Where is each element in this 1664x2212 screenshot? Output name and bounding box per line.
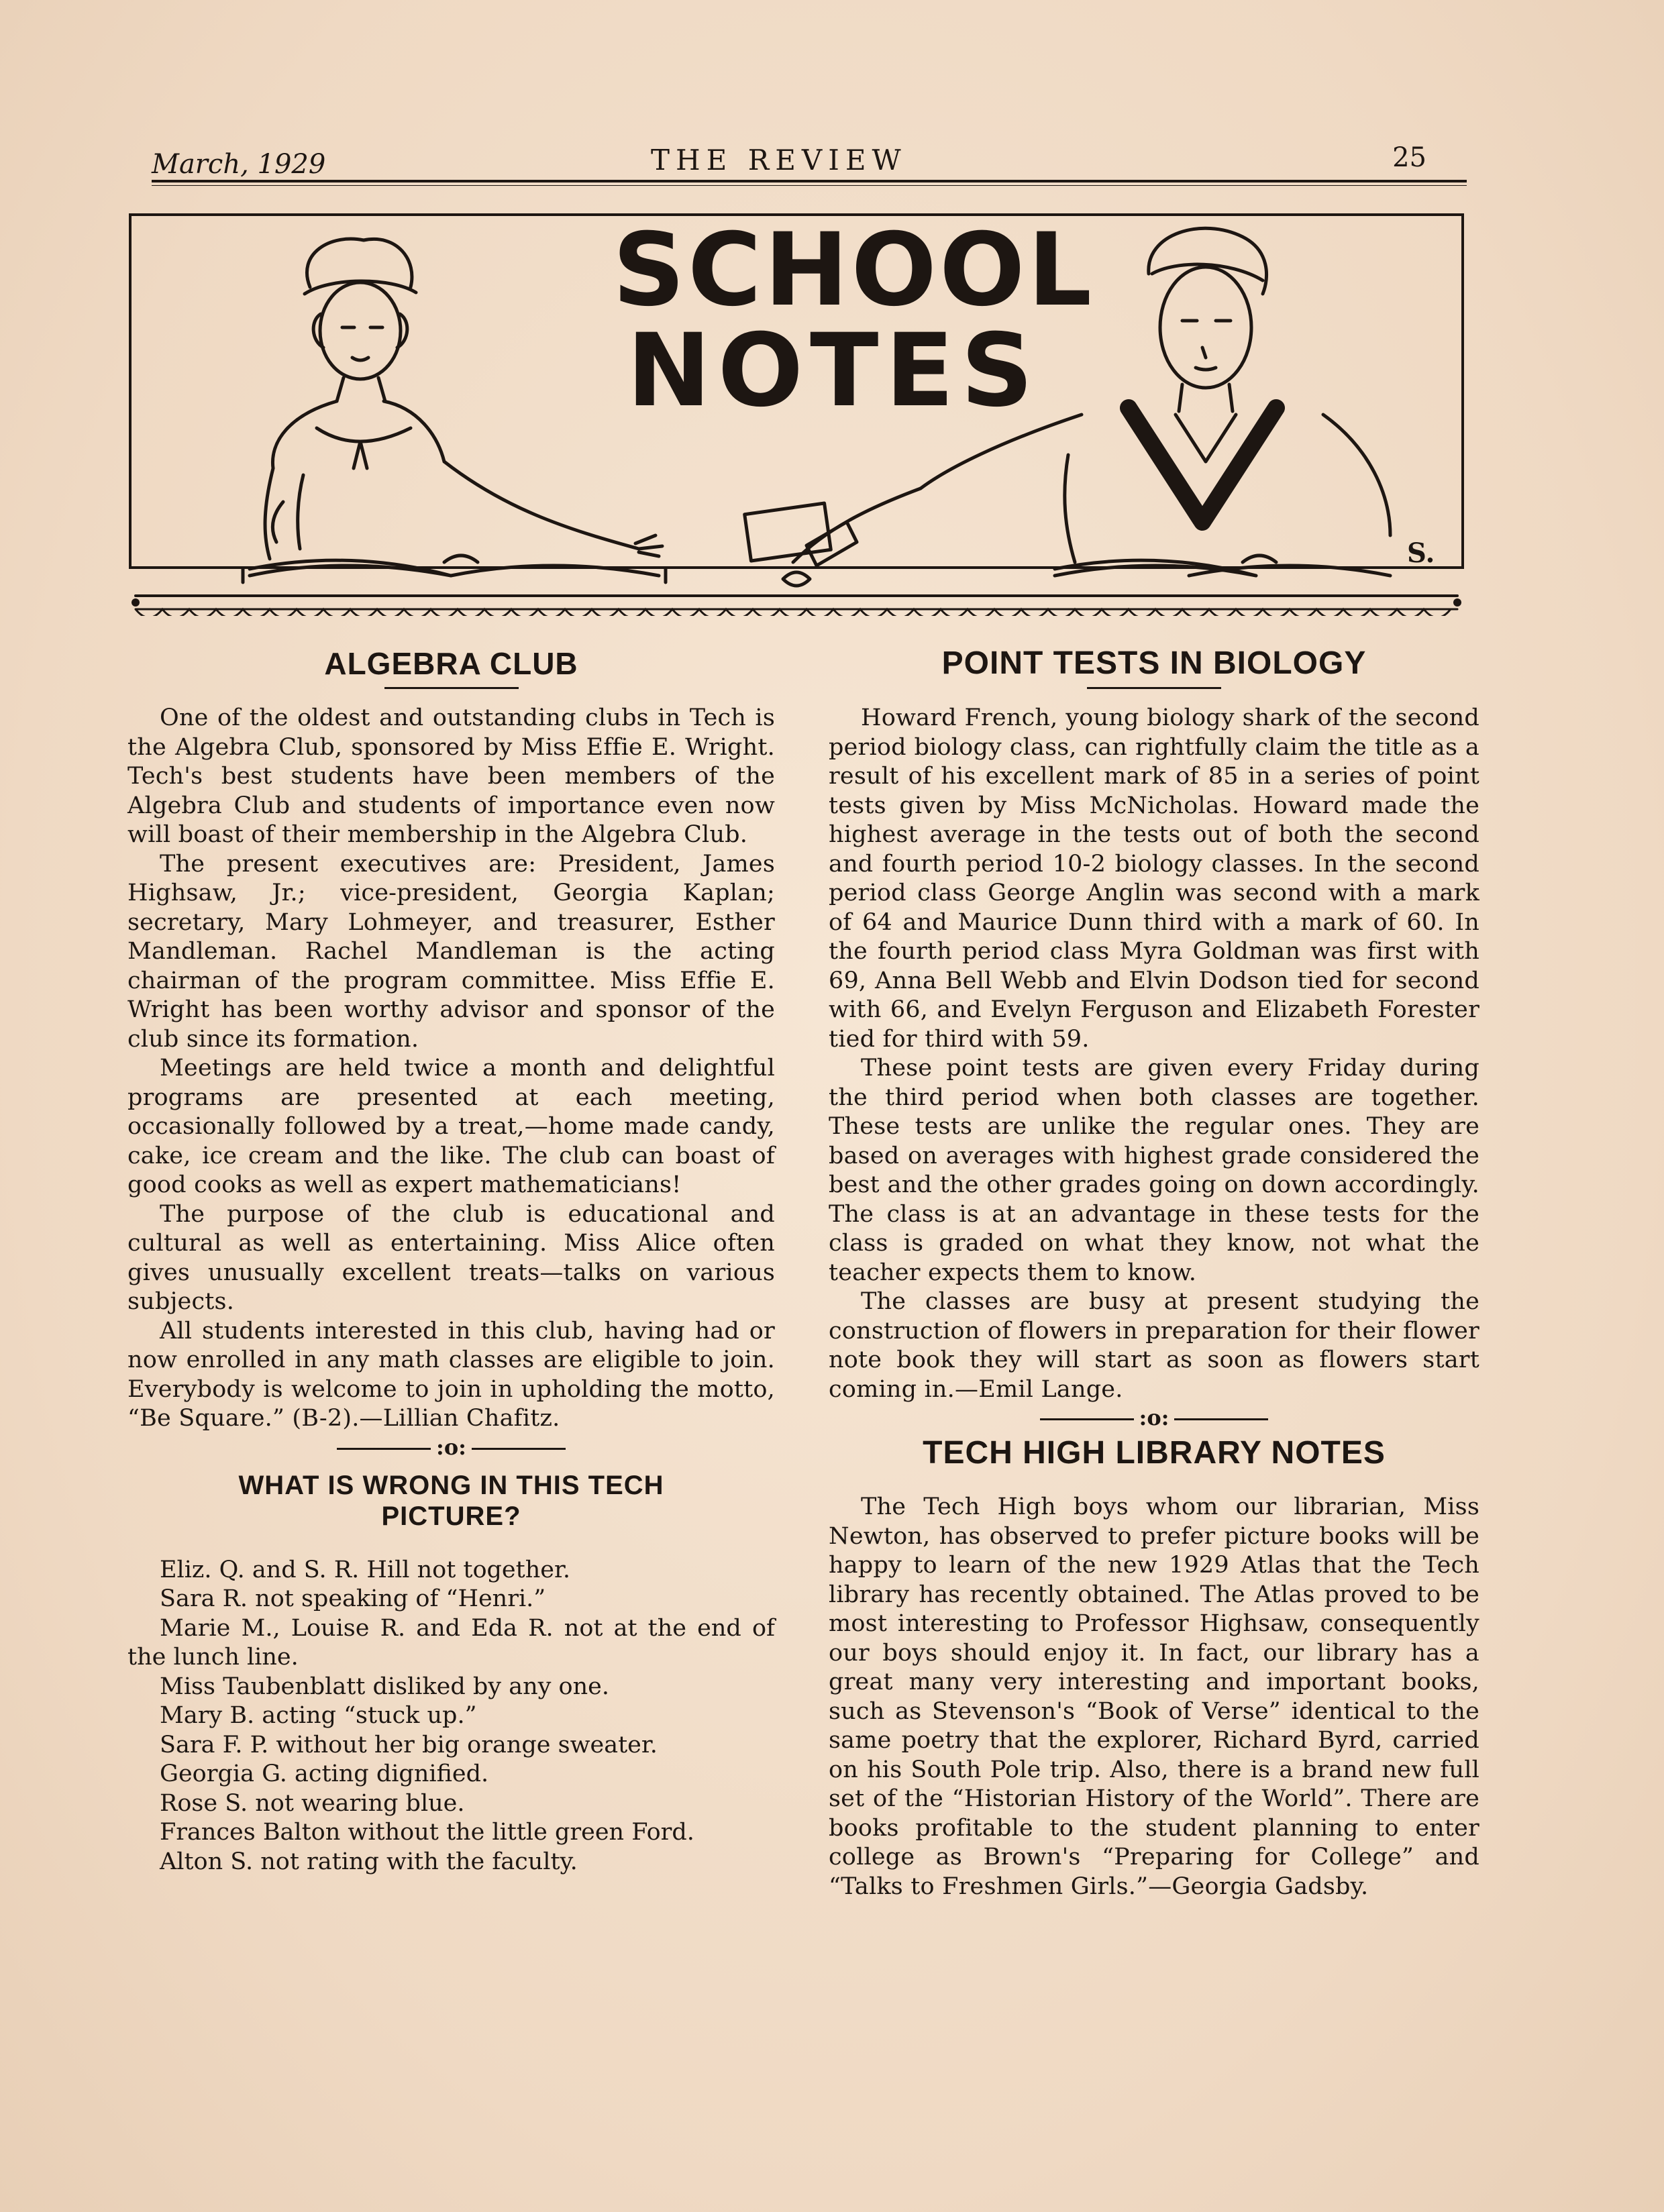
article-heading: TECH HIGH LIBRARY NOTES xyxy=(923,1435,1386,1471)
article-paragraph: One of the oldest and outstanding clubs in Tech is the Algebra Club, sponsored by Miss Effie E. Wright. Tech's best students have been members of the Algebra Club and students of importance even now will boast of their membership in the Algebra Club. xyxy=(127,704,775,848)
list-item: Georgia G. acting dignified. xyxy=(160,1760,489,1787)
running-header xyxy=(152,142,1467,182)
issue-date: March, 1929 xyxy=(152,149,326,180)
header-rule xyxy=(152,180,1467,182)
banner-title-line2: NOTES xyxy=(627,313,1040,429)
article-paragraph: Howard French, young biology shark of the second period biology class, can rightfully claim the title as a result of his excellent mark of 85 in a series of point tests given by Miss McNicholas. Howard made the highest average in the tests out of both the second and fourth period 10-2 biology classes. In the second period class George Anglin was second with a mark of 64 and Maurice Dunn third with a mark of 60. In the fourth period class Myra Goldman was first with 69, Anna Bell Webb and Elvin Dodson tied for second with 66, and Evelyn Ferguson and Elizabeth Forester tied for third with 59. xyxy=(829,704,1479,1053)
article-heading-line2: PICTURE? xyxy=(381,1501,521,1531)
article-paragraph: All students interested in this club, having had or now enrolled in any math classes are eligible to join. Everybody is welcome to join in upholding the motto, “Be Square.” (B-2).—Lillian Chafitz. xyxy=(127,1317,775,1432)
article-paragraph: The purpose of the club is educational and cultural as well as entertaining. Miss Alice often gives unusually excellent treats—talks on various subjects. xyxy=(127,1200,775,1315)
library-notes-article xyxy=(829,1434,1479,1901)
banner-title-line1: SCHOOL xyxy=(612,212,1095,329)
list-item: Alton S. not rating with the faculty. xyxy=(160,1848,578,1875)
section-separator: :o: xyxy=(829,1404,1479,1431)
list-item: Marie M., Louise R. and Eda R. not at the end of the lunch line. xyxy=(127,1614,775,1671)
list-item: Mary B. acting “stuck up.” xyxy=(160,1702,477,1729)
article-heading: POINT TESTS IN BIOLOGY xyxy=(941,645,1367,681)
header-rule-thin xyxy=(152,185,1467,186)
banner-title xyxy=(491,212,1216,429)
article-heading-line1: WHAT IS WRONG IN THIS TECH xyxy=(238,1470,664,1500)
list-item: Frances Balton without the little green Ford. xyxy=(160,1819,694,1846)
left-column xyxy=(127,644,775,1877)
page-number: 25 xyxy=(1392,142,1426,173)
article-paragraph: The present executives are: President, James Highsaw, Jr.; vice-president, Georgia Kaplan; secretary, Mary Lohmeyer, and treasurer, Esther Mandleman. Rachel Mandleman is the acting chairman of the program committee. Miss Effie E. Wright has been worthy advisor and sponsor of the club since its formation. xyxy=(127,850,775,1053)
list-item: Eliz. Q. and S. R. Hill not together. xyxy=(160,1556,570,1583)
heading-rule xyxy=(1087,687,1221,689)
list-item: Rose S. not wearing blue. xyxy=(160,1789,465,1817)
article-paragraph: The Tech High boys whom our librarian, Miss Newton, has observed to prefer picture books will be happy to learn of the new 1929 Atlas that the Tech library has recently obtained. The Atlas proved to be most interesting to Professor Highsaw, consequently our boys should enjoy it. In fact, our library has a great many very interesting and important books, such as Stevenson's “Book of Verse” identical to the same poetry that the explorer, Richard Byrd, carried on his South Pole trip. Also, there is a brand new full set of the “Historian History of the World”. There are books profitable to the student planning to enter college as Brown's “Preparing for College” and “Talks to Freshmen Girls.”—Georgia Gadsby. xyxy=(829,1493,1479,1900)
article-heading: ALGEBRA CLUB xyxy=(324,646,578,681)
right-column xyxy=(829,644,1479,1901)
article-paragraph: The classes are busy at present studying the construction of flowers in preparation for their flower note book they will start as soon as flowers start coming in.—Emil Lange. xyxy=(829,1288,1479,1403)
artist-mark: S. xyxy=(1407,537,1435,569)
publication-title: THE REVIEW xyxy=(651,144,907,176)
article-paragraph: Meetings are held twice a month and delightful programs are presented at each meeting, occasionally followed by a treat,—home made candy, cake, ice cream and the like. The club can boast of good cooks as well as expert mathematicians! xyxy=(127,1055,775,1198)
section-separator: :o: xyxy=(127,1434,775,1461)
algebra-club-article xyxy=(127,644,775,1434)
what-is-wrong-article xyxy=(127,1470,775,1877)
list-item: Sara R. not speaking of “Henri.” xyxy=(160,1585,546,1612)
article-paragraph: These point tests are given every Friday during the third period when both classes are together. These tests are unlike the regular ones. They are based on averages with highest grade considered the best and the other grades going on down accordingly. The class is at an advantage in these tests for the class is graded on what they know, not what the teacher expects them to know. xyxy=(829,1055,1479,1286)
list-item: Miss Taubenblatt disliked by any one. xyxy=(160,1673,609,1700)
list-item: Sara F. P. without her big orange sweater. xyxy=(160,1731,658,1758)
school-notes-banner xyxy=(129,213,1464,616)
point-tests-article xyxy=(829,644,1479,1404)
heading-rule xyxy=(384,687,519,689)
